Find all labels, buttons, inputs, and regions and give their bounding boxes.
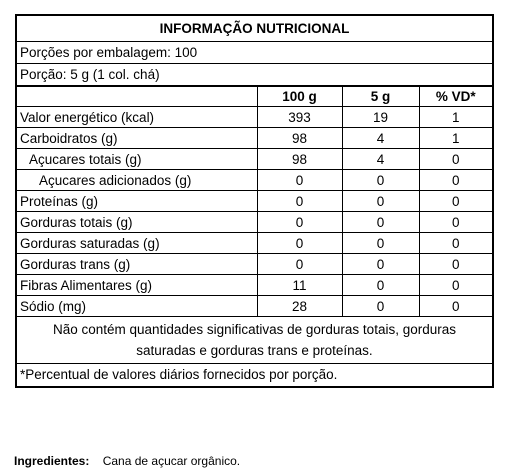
row-per-serving: 0 [342,233,419,254]
row-label: Açucares totais (g) [17,149,257,170]
serving-size: Porção: 5 g (1 col. chá) [17,64,492,87]
header-daily-value: % VD* [419,87,492,107]
row-per-100g: 11 [257,275,342,296]
row-label: Gorduras trans (g) [17,254,257,275]
table-row [17,254,492,275]
nutrition-table [17,87,492,317]
servings-per-package: Porções por embalagem: 100 [17,42,492,64]
row-per-100g: 393 [257,107,342,128]
row-daily-value: 0 [419,296,492,317]
row-per-100g: 0 [257,254,342,275]
row-daily-value: 0 [419,233,492,254]
row-label: Gorduras totais (g) [17,212,257,233]
table-row [17,233,492,254]
row-daily-value: 0 [419,170,492,191]
header-per-100g: 100 g [257,87,342,107]
row-label: Valor energético (kcal) [17,107,257,128]
row-daily-value: 0 [419,149,492,170]
ingredients-line [14,454,240,468]
table-header-row [17,87,492,107]
ingredients-value: Cana de açucar orgânico. [102,454,241,468]
row-label: Gorduras saturadas (g) [17,233,257,254]
header-per-serving: 5 g [342,87,419,107]
row-per-100g: 28 [257,296,342,317]
row-daily-value: 1 [419,107,492,128]
panel-title: INFORMAÇÃO NUTRICIONAL [17,16,492,42]
table-row [17,296,492,317]
row-label: Açucares adicionados (g) [17,170,257,191]
table-row [17,170,492,191]
table-row [17,128,492,149]
nutrition-facts-panel [15,14,494,388]
row-per-serving: 4 [342,128,419,149]
table-row [17,212,492,233]
row-per-serving: 0 [342,296,419,317]
row-per-100g: 0 [257,191,342,212]
row-daily-value: 1 [419,128,492,149]
row-label: Fibras Alimentares (g) [17,275,257,296]
row-per-serving: 0 [342,254,419,275]
header-nutrient [17,87,257,107]
row-per-serving: 0 [342,191,419,212]
table-row [17,191,492,212]
not-significant-note: Não contém quantidades significativas de gorduras totais, gorduras saturadas e gorduras trans e proteínas. [17,317,492,364]
row-per-serving: 4 [342,149,419,170]
table-row [17,107,492,128]
row-daily-value: 0 [419,212,492,233]
row-label: Proteínas (g) [17,191,257,212]
row-per-serving: 0 [342,170,419,191]
row-per-100g: 98 [257,149,342,170]
table-row [17,149,492,170]
row-per-100g: 0 [257,212,342,233]
row-label: Carboidratos (g) [17,128,257,149]
row-per-serving: 19 [342,107,419,128]
table-row [17,275,492,296]
row-daily-value: 0 [419,275,492,296]
daily-value-footnote: *Percentual de valores diários fornecidos por porção. [20,367,338,382]
row-daily-value: 0 [419,191,492,212]
ingredients-label: Ingredientes: [14,454,90,468]
row-per-100g: 0 [257,170,342,191]
row-per-serving: 0 [342,275,419,296]
row-label: Sódio (mg) [17,296,257,317]
row-per-100g: 98 [257,128,342,149]
row-per-serving: 0 [342,212,419,233]
row-per-100g: 0 [257,233,342,254]
row-daily-value: 0 [419,254,492,275]
